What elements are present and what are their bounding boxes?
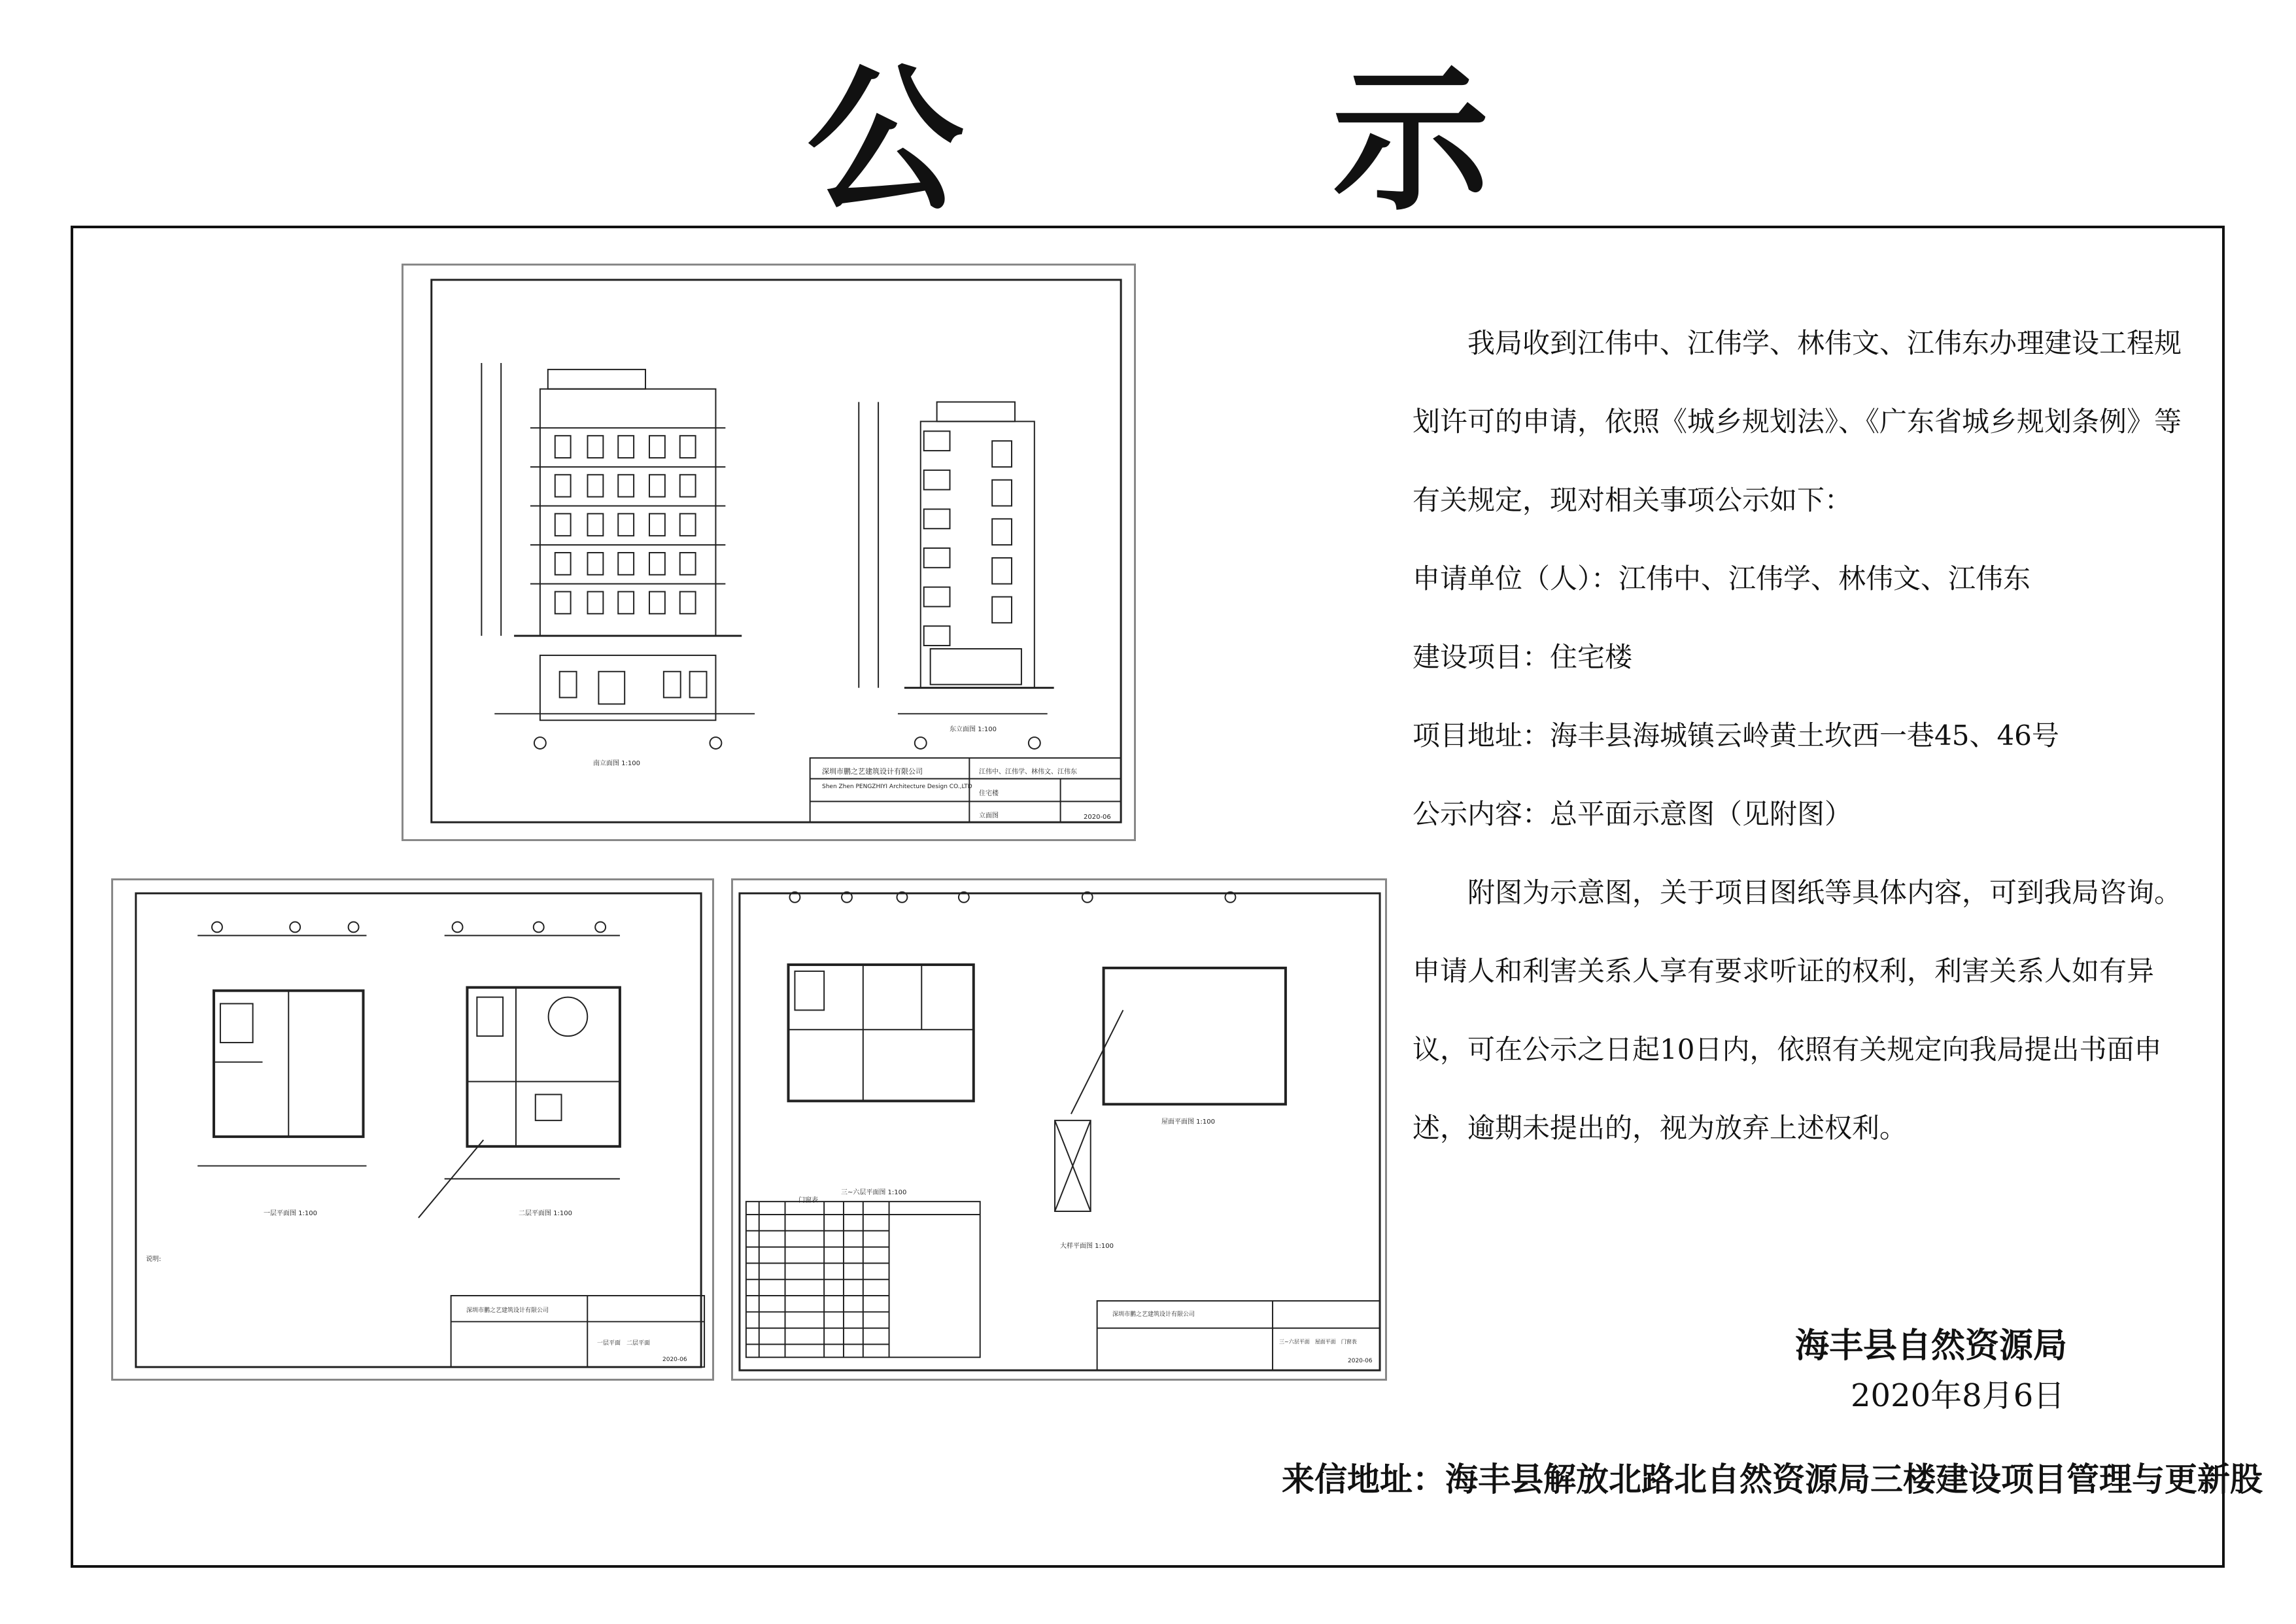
- issuing-organization: 海丰县自然资源局: [1795, 1326, 2068, 1366]
- company-name: 深圳市鹏之艺建筑设计有限公司: [466, 1307, 549, 1314]
- front-elevation-caption: 南立面图 1:100: [593, 760, 640, 767]
- applicant-label: 申请单位（人）：: [1413, 562, 1619, 595]
- sheet-date: 2020-06: [1084, 814, 1111, 821]
- floor-plan-drawing-1-art: [113, 880, 712, 1379]
- sheet-date: 2020-06: [662, 1356, 687, 1363]
- floor-plan-drawing-2: [731, 878, 1387, 1381]
- plan3-caption: 三~六层平面图 1:100: [841, 1189, 907, 1196]
- address-label: 项目地址：: [1413, 719, 1551, 752]
- project-label: 建设项目：: [1413, 641, 1551, 673]
- elevation-drawing-art: [403, 266, 1134, 839]
- plan2-caption: 二层平面图 1:100: [519, 1210, 572, 1217]
- content-line: [1413, 775, 2197, 854]
- applicant-value: 江伟中、江伟学、林伟文、江伟东: [1619, 562, 2031, 595]
- elevation-drawing: [402, 264, 1136, 841]
- contact-address: 来信地址：海丰县解放北路北自然资源局三楼建设项目管理与更新股: [1282, 1460, 2263, 1498]
- company-name: 深圳市鹏之艺建筑设计有限公司: [822, 767, 923, 776]
- address-line: [1413, 697, 2197, 775]
- issue-date: 2020年8月6日: [1851, 1377, 2065, 1414]
- project-text: 住宅楼: [979, 790, 999, 797]
- company-name-en: Shen Zhen PENGZHIYI Architecture Design CO.,LTD: [822, 784, 972, 790]
- plan5-caption: 大样平面图 1:100: [1060, 1243, 1114, 1250]
- address-value: 海丰县海城镇云岭黄土坎西一巷45、46号: [1550, 719, 2059, 752]
- door-table-caption: 门窗表: [798, 1197, 818, 1204]
- content-value: 总平面示意图（见附图）: [1550, 798, 1853, 830]
- notes-label: 说明:: [146, 1256, 162, 1263]
- company-name: 深圳市鹏之艺建筑设计有限公司: [1112, 1311, 1195, 1318]
- content-label: 公示内容：: [1413, 798, 1551, 830]
- side-elevation-caption: 东立面图 1:100: [950, 726, 997, 733]
- plan1-caption: 一层平面图 1:100: [264, 1210, 317, 1217]
- project-value: 住宅楼: [1550, 641, 1633, 673]
- project-line: [1413, 618, 2197, 697]
- plan4-caption: 屋面平面图 1:100: [1161, 1118, 1215, 1126]
- floor-plan-drawing-2-art: [733, 880, 1385, 1379]
- sheet-date: 2020-06: [1348, 1358, 1373, 1364]
- page-title: 公 示: [806, 49, 1647, 232]
- sheet-name: 立面图: [979, 812, 999, 820]
- notice-body: [1413, 304, 2197, 1167]
- sheet-name: 三~六层平面 屋面平面 门窗表: [1279, 1339, 1357, 1345]
- sheet-name: 一层平面 二层平面: [597, 1340, 651, 1347]
- notice-paragraph-intro: 我局收到江伟中、江伟学、林伟文、江伟东办理建设工程规划许可的申请，依照《城乡规划法》、《广东省城乡规划条例》等有关规定，现对相关事项公示如下：: [1413, 327, 2182, 516]
- applicant-line: [1413, 540, 2197, 618]
- notice-paragraph-rights: 附图为示意图，关于项目图纸等具体内容，可到我局咨询。申请人和利害关系人享有要求听证的权利，利害关系人如有异议，可在公示之日起10日内，依照有关规定向我局提出书面申述，逾期未提出的，视为放弃上述权利。: [1413, 876, 2182, 1144]
- owners-text: 江伟中、江伟学、林伟文、江伟东: [979, 769, 1077, 776]
- floor-plan-drawing-1: [111, 878, 714, 1381]
